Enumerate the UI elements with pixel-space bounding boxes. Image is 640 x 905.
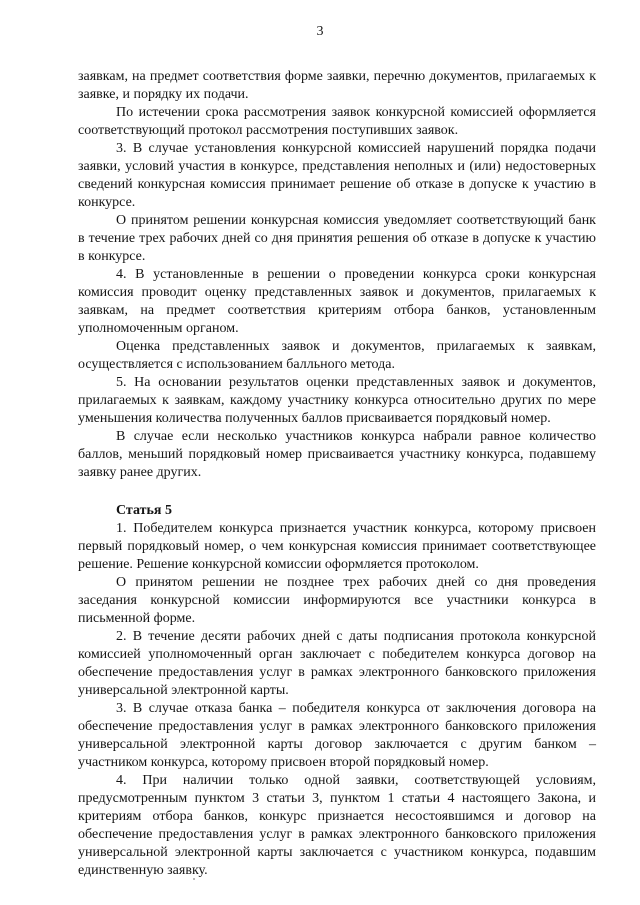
paragraph-article-5-item-4: 4. При наличии только одной заявки, соответствующей условиям, предусмотренным пунктом 3 статьи 3, пунктом 1 статьи 4 настоящего Закона, и критериям отбора банков, конкурс признается несостоявшимся и договор на обеспечение предоставления услуг в рамках электронного банковского приложения универсальной электронной карты заключается с участником конкурса, подавшим единственную заявку. xyxy=(78,773,596,878)
scan-speck xyxy=(193,878,195,880)
paragraph-item-3-refusal: 3. В случае установления конкурсной комиссией нарушений порядка подачи заявки, условий участия в конкурсе, представления неполных и (или) недостоверных сведений конкурсная комиссия принимает решение об отказе в допуске к участию в конкурсе. xyxy=(78,141,596,210)
page-number: 3 xyxy=(316,24,324,39)
paragraph-equal-scores: В случае если несколько участников конкурса набрали равное количество баллов, меньший порядковый номер присваивается участнику конкурса, подавшему заявку ранее других. xyxy=(78,429,596,480)
paragraph-participants-notice: О принятом решении не позднее трех рабочих дней со дня проведения заседания конкурсной комиссии информируются все участники конкурса в письменной форме. xyxy=(78,575,596,626)
paragraph-item-4-evaluation: 4. В установленные в решении о проведении конкурса сроки конкурсная комиссия проводит оценку представленных заявок и документов, прилагаемых к заявкам, на предмет соответствия критериям отбора банков, установленным уполномоченным органом. xyxy=(78,267,596,336)
paragraph-score-method: Оценка представленных заявок и документов, прилагаемых к заявкам, осуществляется с использованием балльного метода. xyxy=(78,339,596,372)
paragraph-refusal-notice: О принятом решении конкурсная комиссия уведомляет соответствующий банк в течение трех рабочих дней со дня принятия решения об отказе в допуске к участию в конкурсе. xyxy=(78,213,596,264)
paragraph-item-5-ranking: 5. На основании результатов оценки представленных заявок и документов, прилагаемых к заявкам, каждому участнику конкурса относительно других по мере уменьшения количества полученных баллов присваивается порядковый номер. xyxy=(78,375,596,426)
paragraph-article-5-item-2: 2. В течение десяти рабочих дней с даты подписания протокола конкурсной комиссией уполномоченный орган заключает с победителем конкурса договор на обеспечение предоставления услуг в рамках электронного банковского приложения универсальной электронной карты. xyxy=(78,629,596,698)
paragraph-article-5-item-1: 1. Победителем конкурса признается участник конкурса, которому присвоен первый порядковый номер, о чем конкурсная комиссия принимает соответствующее решение. Решение конкурсной комиссии оформляется протоколом. xyxy=(78,521,596,572)
paragraph-continuation: заявкам, на предмет соответствия форме заявки, перечню документов, прилагаемых к заявке, и порядку их подачи. xyxy=(78,69,596,102)
article-heading: Статья 5 xyxy=(116,503,172,518)
paragraph-review-protocol: По истечении срока рассмотрения заявок конкурсной комиссией оформляется соответствующий протокол рассмотрения поступивших заявок. xyxy=(78,105,596,138)
paragraph-article-5-item-3: 3. В случае отказа банка – победителя конкурса от заключения договора на обеспечение предоставления услуг в рамках электронного банковского приложения универсальной электронной карты договор заключается с другим банком – участником конкурса, которому присвоен второй порядковый номер. xyxy=(78,701,596,770)
document-body xyxy=(78,68,596,880)
